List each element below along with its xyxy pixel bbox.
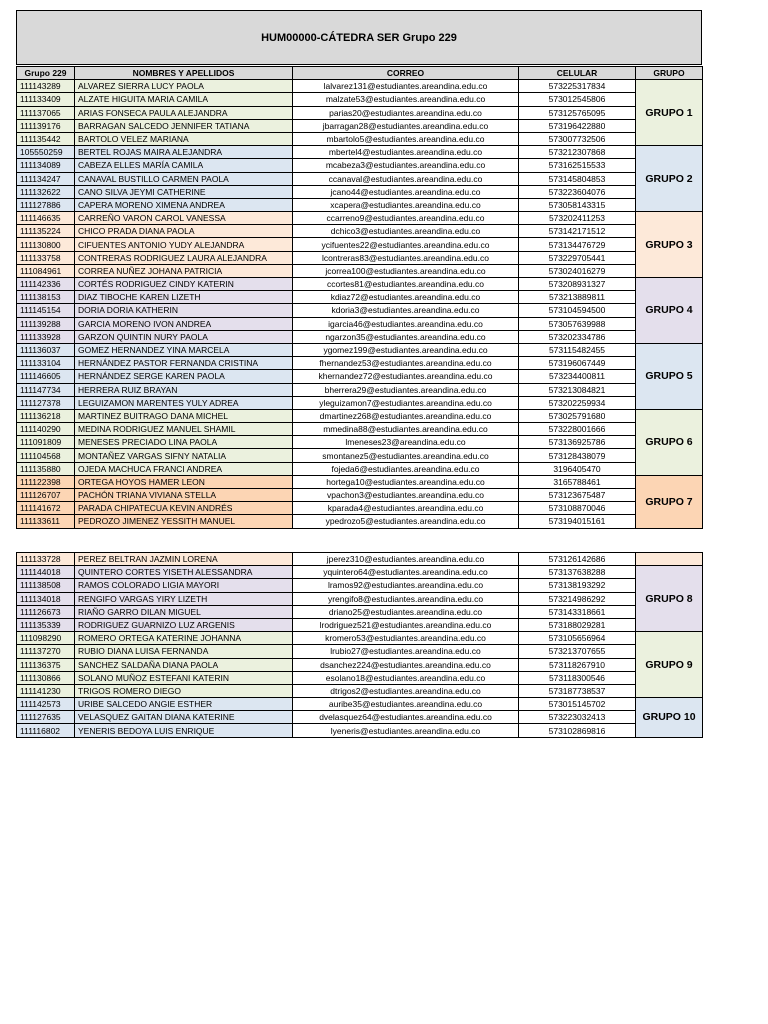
student-name: RAMOS COLORADO LIGIA MAYORI	[75, 579, 293, 592]
student-name: PEDROZO JIMENEZ YESSITH MANUEL	[75, 515, 293, 528]
student-phone: 573223032413	[519, 711, 636, 724]
table-row	[17, 185, 703, 198]
student-email: kdoria3@estudiantes.areandina.edu.co	[293, 304, 519, 317]
student-name: CIFUENTES ANTONIO YUDY ALEJANDRA	[75, 238, 293, 251]
student-name: GOMEZ HERNANDEZ YINA MARCELA	[75, 343, 293, 356]
student-code: 111133758	[17, 251, 75, 264]
table-row	[17, 592, 703, 605]
student-email: yleguizamon7@estudiantes.areandina.edu.co	[293, 396, 519, 409]
student-email: ccortes81@estudiantes.areandina.edu.co	[293, 278, 519, 291]
student-name: MARTINEZ BUITRAGO DANA MICHEL	[75, 409, 293, 422]
student-phone: 573145804853	[519, 172, 636, 185]
table-row	[17, 238, 703, 251]
student-phone: 573202334786	[519, 330, 636, 343]
student-phone: 573188029281	[519, 618, 636, 631]
table-row	[17, 383, 703, 396]
student-phone: 573142171512	[519, 225, 636, 238]
student-phone: 3196405470	[519, 462, 636, 475]
table-row	[17, 475, 703, 488]
student-phone: 573213084821	[519, 383, 636, 396]
table-row	[17, 566, 703, 579]
student-code: 111126673	[17, 605, 75, 618]
student-phone: 573202259934	[519, 396, 636, 409]
student-code: 111147734	[17, 383, 75, 396]
student-email: lmeneses23@areandina.edu.co	[293, 436, 519, 449]
student-email: dvelasquez64@estudiantes.areandina.edu.co	[293, 711, 519, 724]
student-email: ccanaval@estudiantes.areandina.edu.co	[293, 172, 519, 185]
student-email: lyeneris@estudiantes.areandina.edu.co	[293, 724, 519, 737]
student-phone: 573212307868	[519, 146, 636, 159]
student-code: 111135880	[17, 462, 75, 475]
student-code: 111137270	[17, 645, 75, 658]
student-email: dchico3@estudiantes.areandina.edu.co	[293, 225, 519, 238]
table-row	[17, 80, 703, 93]
header-row	[17, 67, 703, 80]
table-row	[17, 159, 703, 172]
student-code: 111133409	[17, 93, 75, 106]
student-name: VELASQUEZ GAITAN DIANA KATERINE	[75, 711, 293, 724]
table-row	[17, 172, 703, 185]
student-email: xcapera@estudiantes.areandina.edu.co	[293, 198, 519, 211]
student-code: 111134089	[17, 159, 75, 172]
student-code: 111127635	[17, 711, 75, 724]
sheet-title: HUM00000-CÁTEDRA SER Grupo 229	[16, 10, 702, 65]
header-phone: CELULAR	[519, 67, 636, 80]
student-name: CORREA NUÑEZ JOHANA PATRICIA	[75, 264, 293, 277]
group-label: GRUPO 4	[636, 278, 703, 344]
student-code: 111127378	[17, 396, 75, 409]
student-name: LEGUIZAMON MARENTES YULY ADREA	[75, 396, 293, 409]
table-row	[17, 579, 703, 592]
student-code: 111141230	[17, 684, 75, 697]
student-phone: 573024016279	[519, 264, 636, 277]
student-name: RIAÑO GARRO DILAN MIGUEL	[75, 605, 293, 618]
student-phone: 573196067449	[519, 357, 636, 370]
student-email: mcabeza3@estudiantes.areandina.edu.co	[293, 159, 519, 172]
student-phone: 573229705441	[519, 251, 636, 264]
table-row	[17, 502, 703, 515]
table-row	[17, 396, 703, 409]
student-name: ORTEGA HOYOS HAMER LEON	[75, 475, 293, 488]
student-phone: 573134476729	[519, 238, 636, 251]
header-group: GRUPO	[636, 67, 703, 80]
student-email: hortega10@estudiantes.areandina.edu.co	[293, 475, 519, 488]
student-email: jcorrea100@estudiantes.areandina.edu.co	[293, 264, 519, 277]
table-row	[17, 645, 703, 658]
student-name: MONTAÑEZ VARGAS SIFNY NATALIA	[75, 449, 293, 462]
student-code: 111098290	[17, 632, 75, 645]
header-code: Grupo 229	[17, 67, 75, 80]
student-email: parias20@estudiantes.areandina.edu.co	[293, 106, 519, 119]
student-email: jcano44@estudiantes.areandina.edu.co	[293, 185, 519, 198]
student-name: CONTRERAS RODRIGUEZ LAURA ALEJANDRA	[75, 251, 293, 264]
student-code: 111138508	[17, 579, 75, 592]
student-code: 111135442	[17, 132, 75, 145]
student-phone: 573208931327	[519, 278, 636, 291]
student-phone: 573015145702	[519, 698, 636, 711]
table-row	[17, 93, 703, 106]
table-row	[17, 291, 703, 304]
student-name: PEREZ BELTRAN JAZMIN LORENA	[75, 553, 293, 566]
student-phone: 573214986292	[519, 592, 636, 605]
student-phone: 573202411253	[519, 212, 636, 225]
table-row	[17, 357, 703, 370]
table-row	[17, 671, 703, 684]
student-name: MEDINA RODRIGUEZ MANUEL SHAMIL	[75, 423, 293, 436]
table-row	[17, 711, 703, 724]
student-email: jbarragan28@estudiantes.areandina.edu.co	[293, 119, 519, 132]
table-row	[17, 489, 703, 502]
student-email: ygomez199@estudiantes.areandina.edu.co	[293, 343, 519, 356]
student-name: MENESES PRECIADO LINA PAOLA	[75, 436, 293, 449]
group-label: GRUPO 9	[636, 632, 703, 698]
student-name: BERTEL ROJAS MAIRA ALEJANDRA	[75, 146, 293, 159]
student-name: QUINTERO CORTES YISETH ALESSANDRA	[75, 566, 293, 579]
table-row	[17, 106, 703, 119]
student-code: 105550259	[17, 146, 75, 159]
student-email: vpachon3@estudiantes.areandina.edu.co	[293, 489, 519, 502]
student-code: 111134018	[17, 592, 75, 605]
student-name: CARREÑO VARON CAROL VANESSA	[75, 212, 293, 225]
student-phone: 573128438079	[519, 449, 636, 462]
student-email: driano25@estudiantes.areandina.edu.co	[293, 605, 519, 618]
student-code: 111104568	[17, 449, 75, 462]
table-row	[17, 605, 703, 618]
table-row	[17, 632, 703, 645]
table-row	[17, 330, 703, 343]
group-label: GRUPO 8	[636, 566, 703, 632]
student-name: CABEZA ELLES MARÍA CAMILA	[75, 159, 293, 172]
student-phone: 3165788461	[519, 475, 636, 488]
student-email: bherrera29@estudiantes.areandina.edu.co	[293, 383, 519, 396]
student-phone: 573138193292	[519, 579, 636, 592]
student-code: 111084961	[17, 264, 75, 277]
group-label: GRUPO 5	[636, 343, 703, 409]
student-code: 111141672	[17, 502, 75, 515]
student-code: 111126707	[17, 489, 75, 502]
student-code: 111142336	[17, 278, 75, 291]
student-code: 111122398	[17, 475, 75, 488]
student-name: PACHÓN TRIANA VIVIANA STELLA	[75, 489, 293, 502]
student-phone: 573234400811	[519, 370, 636, 383]
student-phone: 573123675487	[519, 489, 636, 502]
group-label: GRUPO 10	[636, 698, 703, 738]
table-row	[17, 449, 703, 462]
group-label: GRUPO 6	[636, 409, 703, 475]
student-email: yquintero64@estudiantes.areandina.edu.co	[293, 566, 519, 579]
student-phone: 573108870046	[519, 502, 636, 515]
table-row	[17, 684, 703, 697]
table-row	[17, 264, 703, 277]
student-name: TRIGOS ROMERO DIEGO	[75, 684, 293, 697]
student-email: dmartinez268@estudiantes.areandina.edu.co	[293, 409, 519, 422]
table-row	[17, 724, 703, 737]
student-phone: 573126142686	[519, 553, 636, 566]
student-code: 111133611	[17, 515, 75, 528]
student-phone: 573057639988	[519, 317, 636, 330]
student-name: CAPERA MORENO XIMENA ANDREA	[75, 198, 293, 211]
table-row	[17, 198, 703, 211]
student-code: 111130866	[17, 671, 75, 684]
group-label: GRUPO 7	[636, 475, 703, 528]
student-phone: 573115482455	[519, 343, 636, 356]
student-name: ALVAREZ SIERRA LUCY PAOLA	[75, 80, 293, 93]
student-phone: 573194015161	[519, 515, 636, 528]
student-phone: 573223604076	[519, 185, 636, 198]
table-row	[17, 251, 703, 264]
student-code: 111135224	[17, 225, 75, 238]
student-table-bottom	[16, 552, 703, 738]
group-label: GRUPO 1	[636, 80, 703, 146]
student-email: lrubio27@estudiantes.areandina.edu.co	[293, 645, 519, 658]
header-email: CORREO	[293, 67, 519, 80]
student-phone: 573136925786	[519, 436, 636, 449]
student-email: jperez310@estudiantes.areandina.edu.co	[293, 553, 519, 566]
student-email: smontanez5@estudiantes.areandina.edu.co	[293, 449, 519, 462]
group-label: GRUPO 3	[636, 212, 703, 278]
student-email: kdiaz72@estudiantes.areandina.edu.co	[293, 291, 519, 304]
table-row	[17, 462, 703, 475]
student-phone: 573187738537	[519, 684, 636, 697]
student-code: 111136375	[17, 658, 75, 671]
student-phone: 573025791680	[519, 409, 636, 422]
group-label	[636, 553, 703, 566]
student-email: ypedrozo5@estudiantes.areandina.edu.co	[293, 515, 519, 528]
student-name: CORTÉS RODRIGUEZ CINDY KATERIN	[75, 278, 293, 291]
student-name: HERNÁNDEZ SERGE KAREN PAOLA	[75, 370, 293, 383]
table-row	[17, 146, 703, 159]
student-name: HERRERA RUIZ BRAYAN	[75, 383, 293, 396]
student-code: 111136218	[17, 409, 75, 422]
table-row	[17, 317, 703, 330]
student-code: 111134247	[17, 172, 75, 185]
student-name: SANCHEZ SALDAÑA DIANA PAOLA	[75, 658, 293, 671]
student-code: 111130800	[17, 238, 75, 251]
student-email: kromero53@estudiantes.areandina.edu.co	[293, 632, 519, 645]
student-name: DORIA DORIA KATHERIN	[75, 304, 293, 317]
student-table-top	[16, 66, 703, 529]
student-phone: 573213889811	[519, 291, 636, 304]
table-row	[17, 304, 703, 317]
table-row	[17, 423, 703, 436]
student-code: 111127886	[17, 198, 75, 211]
student-phone: 573225317834	[519, 80, 636, 93]
student-name: HERNÁNDEZ PASTOR FERNANDA CRISTINA	[75, 357, 293, 370]
student-code: 111133104	[17, 357, 75, 370]
student-code: 111146635	[17, 212, 75, 225]
student-phone: 573213707655	[519, 645, 636, 658]
student-phone: 573058143315	[519, 198, 636, 211]
student-name: YENERIS BEDOYA LUIS ENRIQUE	[75, 724, 293, 737]
table-row	[17, 212, 703, 225]
table-row	[17, 343, 703, 356]
student-phone: 573118267910	[519, 658, 636, 671]
student-name: ARIAS FONSECA PAULA ALEJANDRA	[75, 106, 293, 119]
student-name: SOLANO MUÑOZ ESTEFANI KATERIN	[75, 671, 293, 684]
table-row	[17, 618, 703, 631]
student-email: lalvarez131@estudiantes.areandina.edu.co	[293, 80, 519, 93]
table-row	[17, 278, 703, 291]
student-phone: 573137638288	[519, 566, 636, 579]
student-email: ycifuentes22@estudiantes.areandina.edu.co	[293, 238, 519, 251]
student-email: igarcia46@estudiantes.areandina.edu.co	[293, 317, 519, 330]
student-name: URIBE SALCEDO ANGIE ESTHER	[75, 698, 293, 711]
student-code: 111116802	[17, 724, 75, 737]
student-name: OJEDA MACHUCA FRANCI ANDREA	[75, 462, 293, 475]
student-code: 111132622	[17, 185, 75, 198]
group-label: GRUPO 2	[636, 146, 703, 212]
student-code: 111091809	[17, 436, 75, 449]
table-row	[17, 370, 703, 383]
student-code: 111133728	[17, 553, 75, 566]
student-email: ngarzon35@estudiantes.areandina.edu.co	[293, 330, 519, 343]
student-email: dsanchez224@estudiantes.areandina.edu.co	[293, 658, 519, 671]
student-email: ccarreno9@estudiantes.areandina.edu.co	[293, 212, 519, 225]
student-name: ALZATE HIGUITA MARIA CAMILA	[75, 93, 293, 106]
student-code: 111133928	[17, 330, 75, 343]
student-code: 111143289	[17, 80, 75, 93]
student-name: ROMERO ORTEGA KATERINE JOHANNA	[75, 632, 293, 645]
student-email: mbertel4@estudiantes.areandina.edu.co	[293, 146, 519, 159]
student-email: mbartolo5@estudiantes.areandina.edu.co	[293, 132, 519, 145]
student-name: RUBIO DIANA LUISA FERNANDA	[75, 645, 293, 658]
student-email: lcontreras83@estudiantes.areandina.edu.co	[293, 251, 519, 264]
header-name: NOMBRES Y APELLIDOS	[75, 67, 293, 80]
student-code: 111146605	[17, 370, 75, 383]
table-row	[17, 698, 703, 711]
table-row	[17, 515, 703, 528]
student-code: 111142573	[17, 698, 75, 711]
student-phone: 573196422880	[519, 119, 636, 132]
student-code: 111138153	[17, 291, 75, 304]
student-name: CANO SILVA JEYMI CATHERINE	[75, 185, 293, 198]
student-code: 111140290	[17, 423, 75, 436]
student-phone: 573162515533	[519, 159, 636, 172]
student-name: CHICO PRADA DIANA PAOLA	[75, 225, 293, 238]
student-email: malzate53@estudiantes.areandina.edu.co	[293, 93, 519, 106]
student-email: dtrigos2@estudiantes.areandina.edu.co	[293, 684, 519, 697]
student-email: lrodriguez521@estudiantes.areandina.edu.co	[293, 618, 519, 631]
student-code: 111136037	[17, 343, 75, 356]
student-code: 111135339	[17, 618, 75, 631]
table-row	[17, 553, 703, 566]
student-name: DIAZ TIBOCHE KAREN LIZETH	[75, 291, 293, 304]
student-phone: 573105656964	[519, 632, 636, 645]
student-code: 111137065	[17, 106, 75, 119]
student-phone: 573118300546	[519, 671, 636, 684]
student-email: lramos92@estudiantes.areandina.edu.co	[293, 579, 519, 592]
student-email: khernandez72@estudiantes.areandina.edu.co	[293, 370, 519, 383]
student-email: kparada4@estudiantes.areandina.edu.co	[293, 502, 519, 515]
table-row	[17, 658, 703, 671]
student-name: BARTOLO VELEZ MARIANA	[75, 132, 293, 145]
student-phone: 573104594500	[519, 304, 636, 317]
table-row	[17, 436, 703, 449]
student-phone: 573125765095	[519, 106, 636, 119]
student-phone: 573012545806	[519, 93, 636, 106]
student-phone: 573228001666	[519, 423, 636, 436]
student-name: RODRIGUEZ GUARNIZO LUZ ARGENIS	[75, 618, 293, 631]
student-phone: 573007732506	[519, 132, 636, 145]
student-phone: 573143318661	[519, 605, 636, 618]
student-code: 111139176	[17, 119, 75, 132]
student-code: 111144018	[17, 566, 75, 579]
student-name: PARADA CHIPATECUA KEVIN ANDRÉS	[75, 502, 293, 515]
student-name: RENGIFO VARGAS YIRY LIZETH	[75, 592, 293, 605]
student-email: fhernandez53@estudiantes.areandina.edu.co	[293, 357, 519, 370]
student-name: GARZON QUINTIN NURY PAOLA	[75, 330, 293, 343]
student-code: 111139288	[17, 317, 75, 330]
student-email: mmedina88@estudiantes.areandina.edu.co	[293, 423, 519, 436]
student-code: 111145154	[17, 304, 75, 317]
student-name: CANAVAL BUSTILLO CARMEN PAOLA	[75, 172, 293, 185]
table-row	[17, 119, 703, 132]
student-email: auribe35@estudiantes.areandina.edu.co	[293, 698, 519, 711]
table-row	[17, 132, 703, 145]
student-name: BARRAGAN SALCEDO JENNIFER TATIANA	[75, 119, 293, 132]
table-row	[17, 409, 703, 422]
student-email: esolano18@estudiantes.areandina.edu.co	[293, 671, 519, 684]
student-email: fojeda6@estudiantes.areandina.edu.co	[293, 462, 519, 475]
student-phone: 573102869816	[519, 724, 636, 737]
student-email: yrengifo8@estudiantes.areandina.edu.co	[293, 592, 519, 605]
table-row	[17, 225, 703, 238]
student-name: GARCIA MORENO IVON ANDREA	[75, 317, 293, 330]
